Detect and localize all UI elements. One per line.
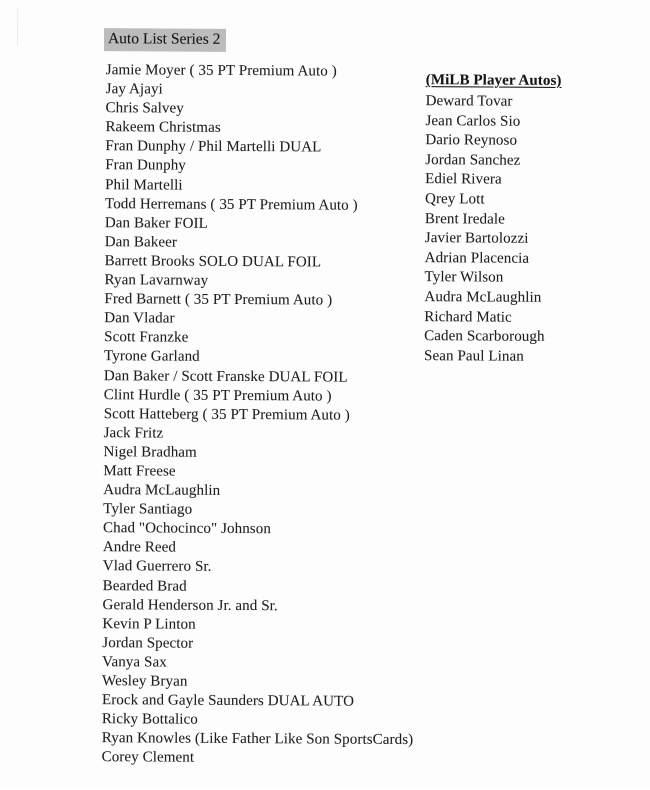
- list-item: Wesley Bryan: [102, 673, 188, 690]
- milb-right-column: [424, 70, 626, 368]
- list-item: Fran Dunphy: [105, 157, 186, 175]
- list-item: Matt Freese: [103, 463, 176, 480]
- list-item: Sean Paul Linan: [424, 347, 524, 365]
- list-item: Jean Carlos Sio: [425, 112, 521, 130]
- list-item: Fred Barnett ( 35 PT Premium Auto ): [104, 291, 333, 309]
- list-item: Barrett Brooks SOLO DUAL FOIL: [104, 253, 322, 271]
- list-item: Andre Reed: [102, 539, 177, 556]
- list-item: Jack Fritz: [103, 424, 164, 442]
- list-item: Phil Martelli: [105, 176, 183, 194]
- list-item: Jordan Sanchez: [425, 151, 521, 169]
- list-item: Dan Baker FOIL: [104, 214, 208, 232]
- list-item: Fran Dunphy / Phil Martelli DUAL: [105, 138, 322, 156]
- list-item: Erock and Gayle Saunders DUAL AUTO: [101, 692, 355, 710]
- list-item: Tyler Santiago: [103, 501, 193, 518]
- list-item: Corey Clement: [101, 749, 195, 767]
- list-item: Javier Bartolozzi: [424, 230, 529, 247]
- list-item: Tyler Wilson: [424, 269, 504, 286]
- list-item: Vanya Sax: [102, 654, 167, 671]
- list-item: Todd Herremans ( 35 PT Premium Auto ): [104, 195, 358, 214]
- list-item: Ediel Rivera: [425, 171, 502, 188]
- list-item: Deward Tovar: [425, 93, 513, 110]
- list-item: Scott Franzke: [104, 329, 189, 346]
- list-item: Adrian Placencia: [424, 249, 530, 267]
- list-item: Ryan Knowles (Like Father Like Son SportsCards): [101, 730, 414, 749]
- list-item: Audra McLaughlin: [103, 482, 221, 499]
- list-item: Nigel Bradham: [103, 444, 197, 461]
- list-item: Rakeem Christmas: [105, 119, 221, 137]
- milb-column-header: (MiLB Player Autos): [425, 72, 562, 89]
- list-item: Tyrone Garland: [104, 348, 200, 366]
- list-item: Ryan Lavarnway: [104, 272, 209, 289]
- scan-crease-artifact: [17, 8, 18, 46]
- milb-player-list: [424, 92, 626, 368]
- list-item: Jay Ajayi: [105, 81, 163, 98]
- list-item: Brent Iredale: [424, 210, 505, 228]
- list-item: Richard Matic: [424, 308, 512, 326]
- list-item: Jordan Spector: [102, 634, 194, 652]
- list-item: Dario Reynoso: [425, 132, 518, 149]
- list-item: Scott Hatteberg ( 35 PT Premium Auto ): [103, 405, 350, 424]
- list-item: Dan Bakeer: [104, 233, 178, 251]
- list-item: Ricky Bottalico: [101, 711, 198, 728]
- list-item: Jamie Moyer ( 35 PT Premium Auto ): [105, 62, 337, 80]
- list-item: Vlad Guerrero Sr.: [102, 558, 212, 576]
- list-item: Chris Salvey: [105, 100, 184, 117]
- list-item: Audra McLaughlin: [424, 289, 542, 306]
- list-item: Dan Vladar: [104, 310, 175, 327]
- list-item: Qrey Lott: [424, 191, 485, 208]
- list-item: Gerald Henderson Jr. and Sr.: [102, 596, 278, 614]
- auto-list-left-column: [102, 61, 436, 769]
- page-title: Auto List Series 2: [104, 28, 227, 52]
- list-item: Chad "Ochocinco" Johnson: [102, 520, 272, 538]
- list-item: Kevin P Linton: [102, 615, 196, 633]
- list-item: Caden Scarborough: [424, 328, 545, 345]
- list-item: Bearded Brad: [102, 577, 187, 595]
- list-item: Clint Hurdle ( 35 PT Premium Auto ): [103, 386, 332, 405]
- list-item: Dan Baker / Scott Franske DUAL FOIL: [103, 367, 348, 386]
